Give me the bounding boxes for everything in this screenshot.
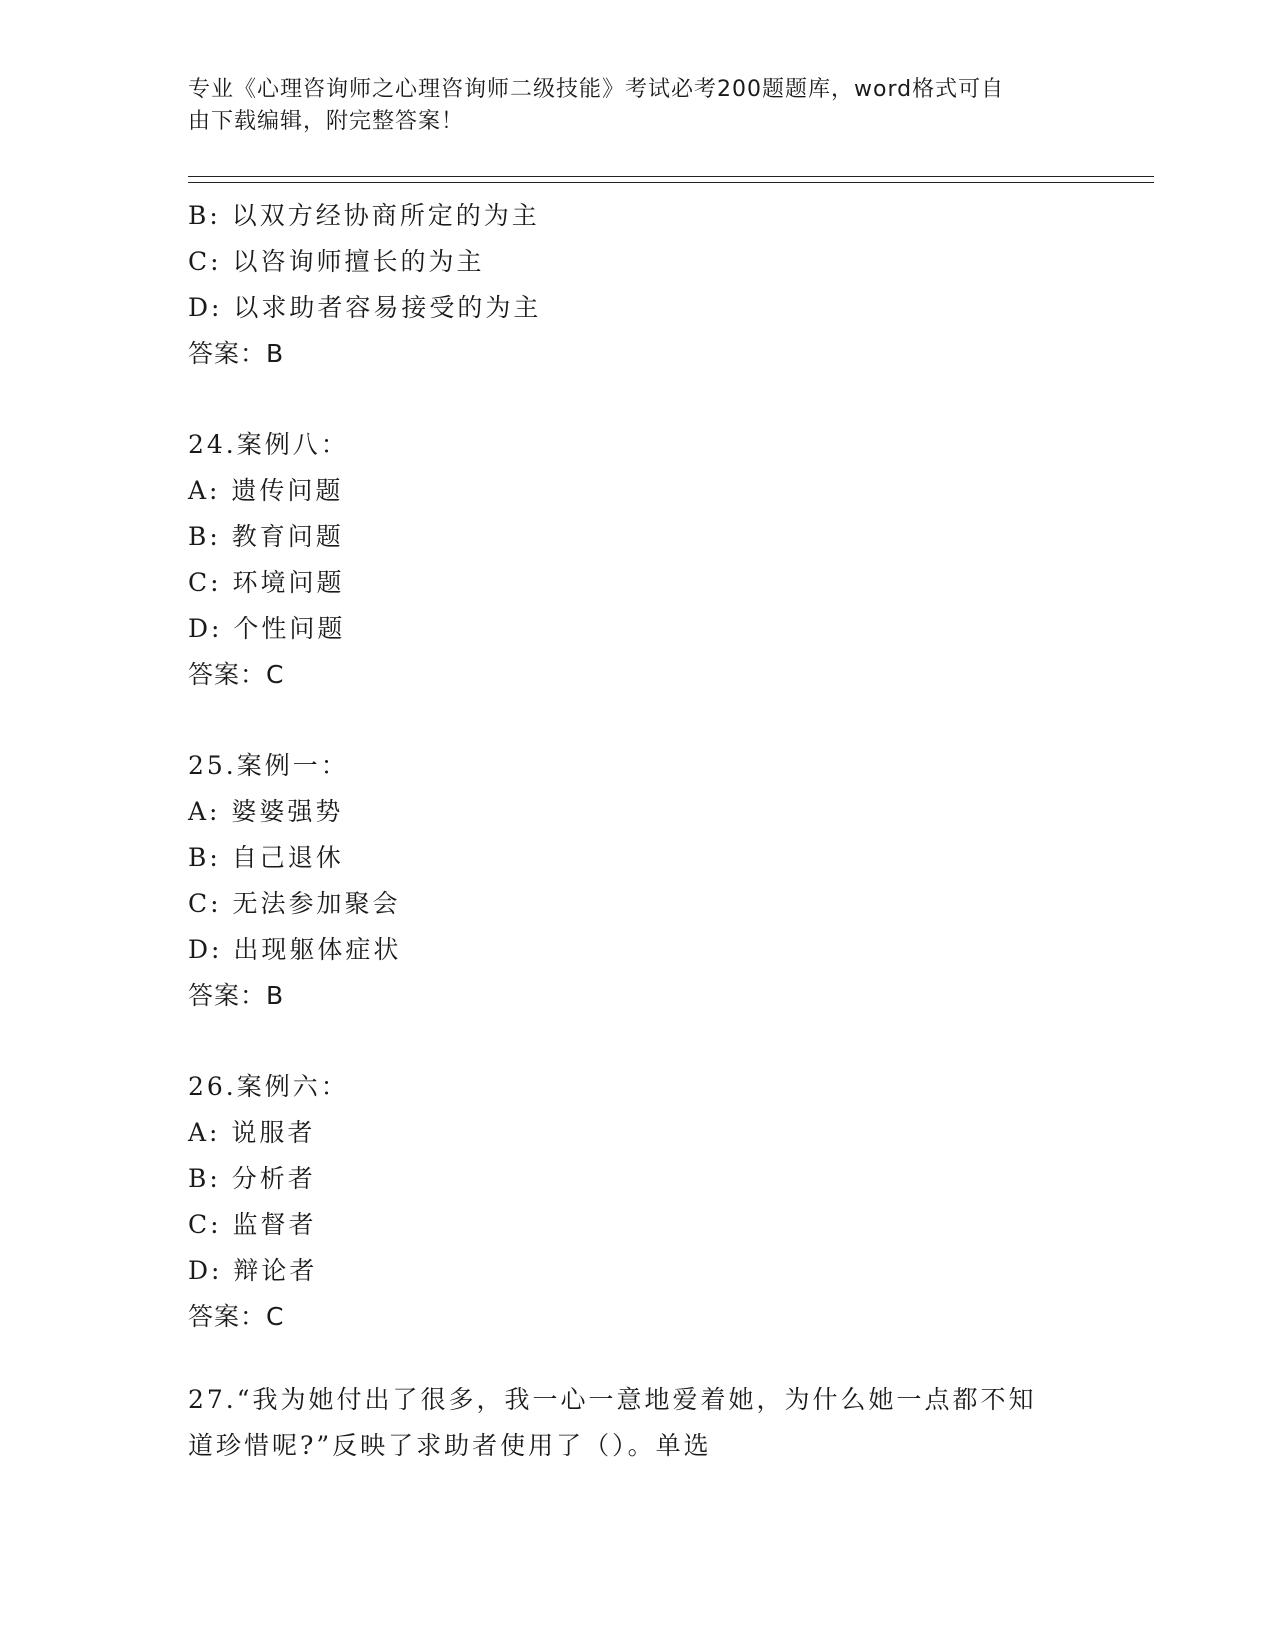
spacer [188,1019,1088,1064]
answer-line: 答案：B [188,981,285,1010]
option-d: D: 个性问题 [188,614,346,643]
question-27-line-2: 道珍惜呢?”反映了求助者使用了（）。单选 [188,1431,712,1460]
answer-line: 答案：C [188,660,285,689]
question-25 [188,743,1088,1019]
option-a: A: 婆婆强势 [188,797,344,826]
option-b: B: 以双方经协商所定的为主 [188,201,540,230]
answer-line: 答案：C [188,1302,285,1331]
question-23 [188,193,1088,377]
question-27 [188,1377,1088,1469]
question-27-line-1: 27.“我为她付出了很多，我一心一意地爱着她，为什么她一点都不知 [188,1385,1037,1414]
question-26 [188,1064,1088,1340]
spacer [188,698,1088,743]
option-c: C: 无法参加聚会 [188,889,401,918]
option-c: C: 以咨询师擅长的为主 [188,247,485,276]
question-list [188,193,1088,1340]
header-rule-bottom [188,182,1154,183]
option-d: D: 以求助者容易接受的为主 [188,293,542,322]
option-b: B: 教育问题 [188,522,344,551]
spacer [188,377,1088,422]
option-a: A: 说服者 [188,1118,316,1147]
option-c: C: 监督者 [188,1210,317,1239]
question-title: 24.案例八： [188,430,349,459]
option-c: C: 环境问题 [188,568,345,597]
header-rule-top [188,176,1154,177]
question-24 [188,422,1088,698]
header-line-1: 专业《心理咨询师之心理咨询师二级技能》考试必考200题题库，word格式可自 [188,77,1005,102]
option-d: D: 出现躯体症状 [188,935,402,964]
question-title: 25.案例一： [188,751,349,780]
option-a: A: 遗传问题 [188,476,344,505]
answer-line: 答案：B [188,339,285,368]
header-line-2: 由下载编辑，附完整答案！ [188,109,465,134]
document-header [188,74,1088,138]
option-d: D: 辩论者 [188,1256,318,1285]
question-title: 26.案例六： [188,1072,349,1101]
option-b: B: 自己退休 [188,843,344,872]
option-b: B: 分析者 [188,1164,316,1193]
